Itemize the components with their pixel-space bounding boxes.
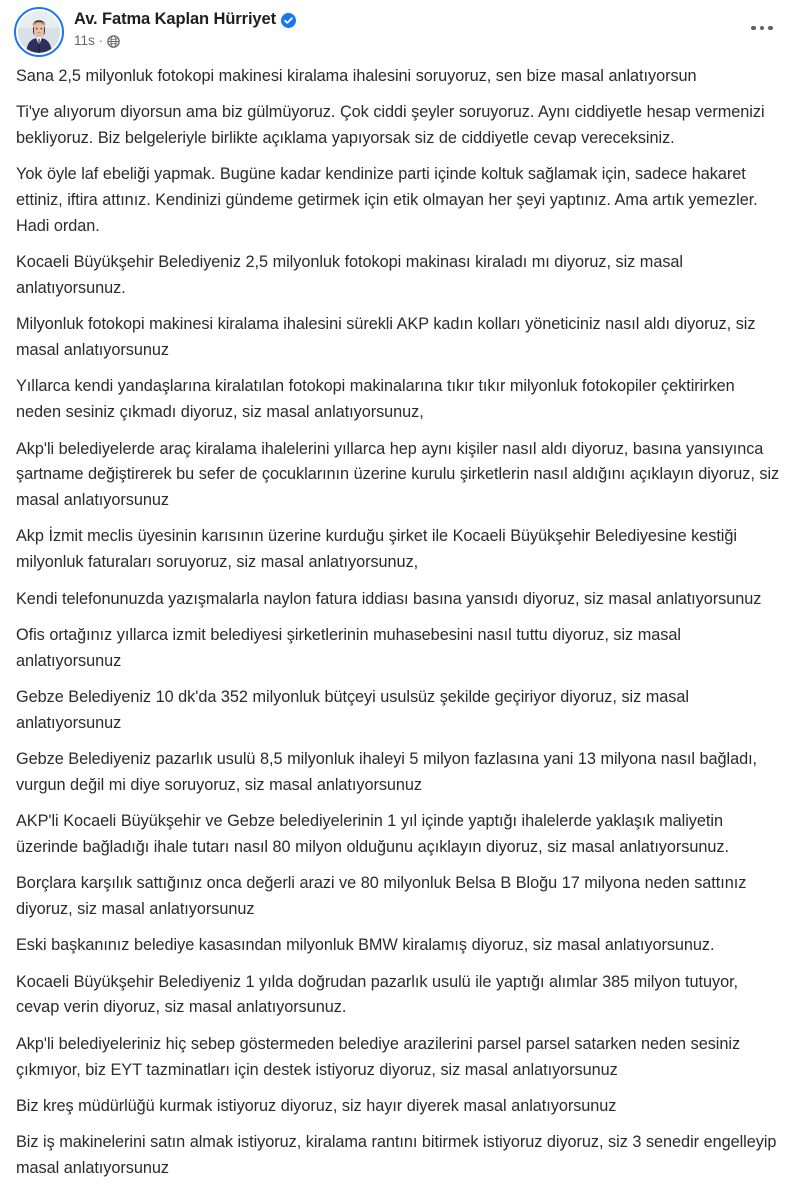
- post-paragraph: Akp İzmit meclis üyesinin karısının üzerine kurduğu şirket ile Kocaeli Büyükşehir Belediyesine kestiği milyonluk faturaları soruyoruz, siz masal anlatıyorsunuz,: [16, 527, 737, 572]
- post-paragraph: Biz iş makinelerini satın almak istiyoruz, kiralama rantını bitirmek istiyoruz diyoruz, siz 3 senedir engelleyip masal anlatıyorsunuz: [16, 1133, 777, 1177]
- post-paragraph: Kocaeli Büyükşehir Belediyeniz 2,5 milyonluk fotokopi makinası kiraladı mı diyoruz, siz masal anlatıyorsunuz.: [16, 253, 683, 298]
- avatar[interactable]: [18, 11, 60, 53]
- meta-separator: ·: [98, 33, 104, 48]
- post-paragraph: Kocaeli Büyükşehir Belediyeniz 1 yılda doğrudan pazarlık usulü ile yaptığı alımlar 385 milyon tutuyor, cevap verin diyoruz, siz masal anlatıyorsunuz.: [16, 972, 739, 1017]
- post-paragraph: Borçlara karşılık sattığınız onca değerli arazi ve 80 milyonluk Belsa B Bloğu 17 milyona neden sattınız diyoruz, siz masal anlatıyorsunuz: [16, 874, 747, 919]
- post-paragraph: Milyonluk fotokopi makinesi kiralama ihalesini sürekli AKP kadın kolları yöneticiniz nasıl aldı diyoruz, siz masal anlatıyorsunuz: [16, 315, 756, 360]
- post-body: [0, 58, 800, 1192]
- post-header-text: [74, 5, 296, 49]
- post-timestamp[interactable]: 11s: [74, 33, 95, 48]
- post-paragraph: Ofis ortağınız yıllarca izmit belediyesi şirketlerinin muhasebesini nasıl tuttu diyoruz, siz masal anlatıyorsunuz: [16, 625, 681, 670]
- avatar-story-ring[interactable]: [14, 7, 64, 57]
- post-paragraph: Yıllarca kendi yandaşlarına kiralatılan fotokopi makinalarına tıkır tıkır milyonluk fotokopiler çektirirken neden sesiniz çıkmadı diyoruz, siz masal anlatıyorsunuz,: [16, 377, 735, 422]
- verified-badge-icon: [281, 13, 296, 28]
- post-paragraph: Ti'ye alıyorum diyorsun ama biz gülmüyoruz. Çok ciddi şeyler soruyoruz. Aynı ciddiyetle hesap vermenizi bekliyoruz. Biz belgeleriyle birlikte açıklama yapıyorsak siz de ciddiyetle cevap vereceksiniz.: [16, 103, 765, 148]
- post-paragraph: Biz kreş müdürlüğü kurmak istiyoruz diyoruz, siz hayır diyerek masal anlatıyorsunuz: [16, 1096, 617, 1115]
- post-paragraph: Sana 2,5 milyonluk fotokopi makinesi kiralama ihalesini soruyoruz, sen bize masal anlatıyorsun: [16, 67, 697, 85]
- post-paragraph: AKP'li Kocaeli Büyükşehir ve Gebze belediyelerinin 1 yıl içinde yaptığı ihalelerde yaklaşık maliyetin üzerinde bağladığı ihale tutarı nasıl 80 milyon olduğunu açıklayın diyoruz, siz masal anlatıyorsunuz.: [16, 812, 729, 856]
- post-paragraph: Eski başkanınız belediye kasasından milyonluk BMW kiralamış diyoruz, siz masal anlatıyorsunuz.: [16, 936, 715, 955]
- ellipsis-dot: [760, 26, 765, 31]
- post-paragraph: Akp'li belediyeleriniz hiç sebep göstermeden belediye arazilerini parsel parsel satarken neden sesiniz çıkmıyor, biz EYT tazminatları için destek istiyoruz diyoruz, siz masal anlatıyorsunuz: [16, 1034, 741, 1079]
- ellipsis-dot: [768, 26, 773, 31]
- post-meta: [74, 33, 296, 49]
- ellipsis-dot: [751, 26, 756, 31]
- post-paragraph: Akp'li belediyelerde araç kiralama ihalelerini yıllarca hep aynı kişiler nasıl aldı diyoruz, basına yansıyınca şartname değiştirerek bu sefer de çocuklarının üzerine kurulu şirketlerin nasıl aldığını açıklayın diyoruz, siz masal anlatıyorsunuz: [16, 439, 780, 510]
- post-paragraph: Gebze Belediyeniz 10 dk'da 352 milyonluk bütçeyi usulsüz şekilde geçiriyor diyoruz, siz masal anlatıyorsunuz: [16, 687, 689, 732]
- author-row: [74, 9, 296, 29]
- post-header: [0, 0, 800, 58]
- post-paragraph: Gebze Belediyeniz pazarlık usulü 8,5 milyonluk ihaleyi 5 milyon fazlasına yani 13 milyona nasıl bağladı, vurgun değil mi diye soruyoruz, siz masal anlatıyorsunuz: [16, 750, 758, 794]
- post-paragraph: Yok öyle laf ebeliği yapmak. Bugüne kadar kendinize parti içinde koltuk sağlamak için, sadece hakaret ettiniz, iftira attınız. Kendinizi gündeme getirmek için etik olmayan her şeyi yaptınız. Ama artık yemezler. Hadi ordan.: [16, 165, 758, 235]
- post-options-menu-button[interactable]: [746, 18, 778, 38]
- author-name[interactable]: Av. Fatma Kaplan Hürriyet: [74, 10, 276, 28]
- globe-icon[interactable]: [107, 35, 120, 48]
- post-paragraph: Kendi telefonunuzda yazışmalarla naylon fatura iddiası basına yansıdı diyoruz, siz masal anlatıyorsunuz: [16, 589, 762, 608]
